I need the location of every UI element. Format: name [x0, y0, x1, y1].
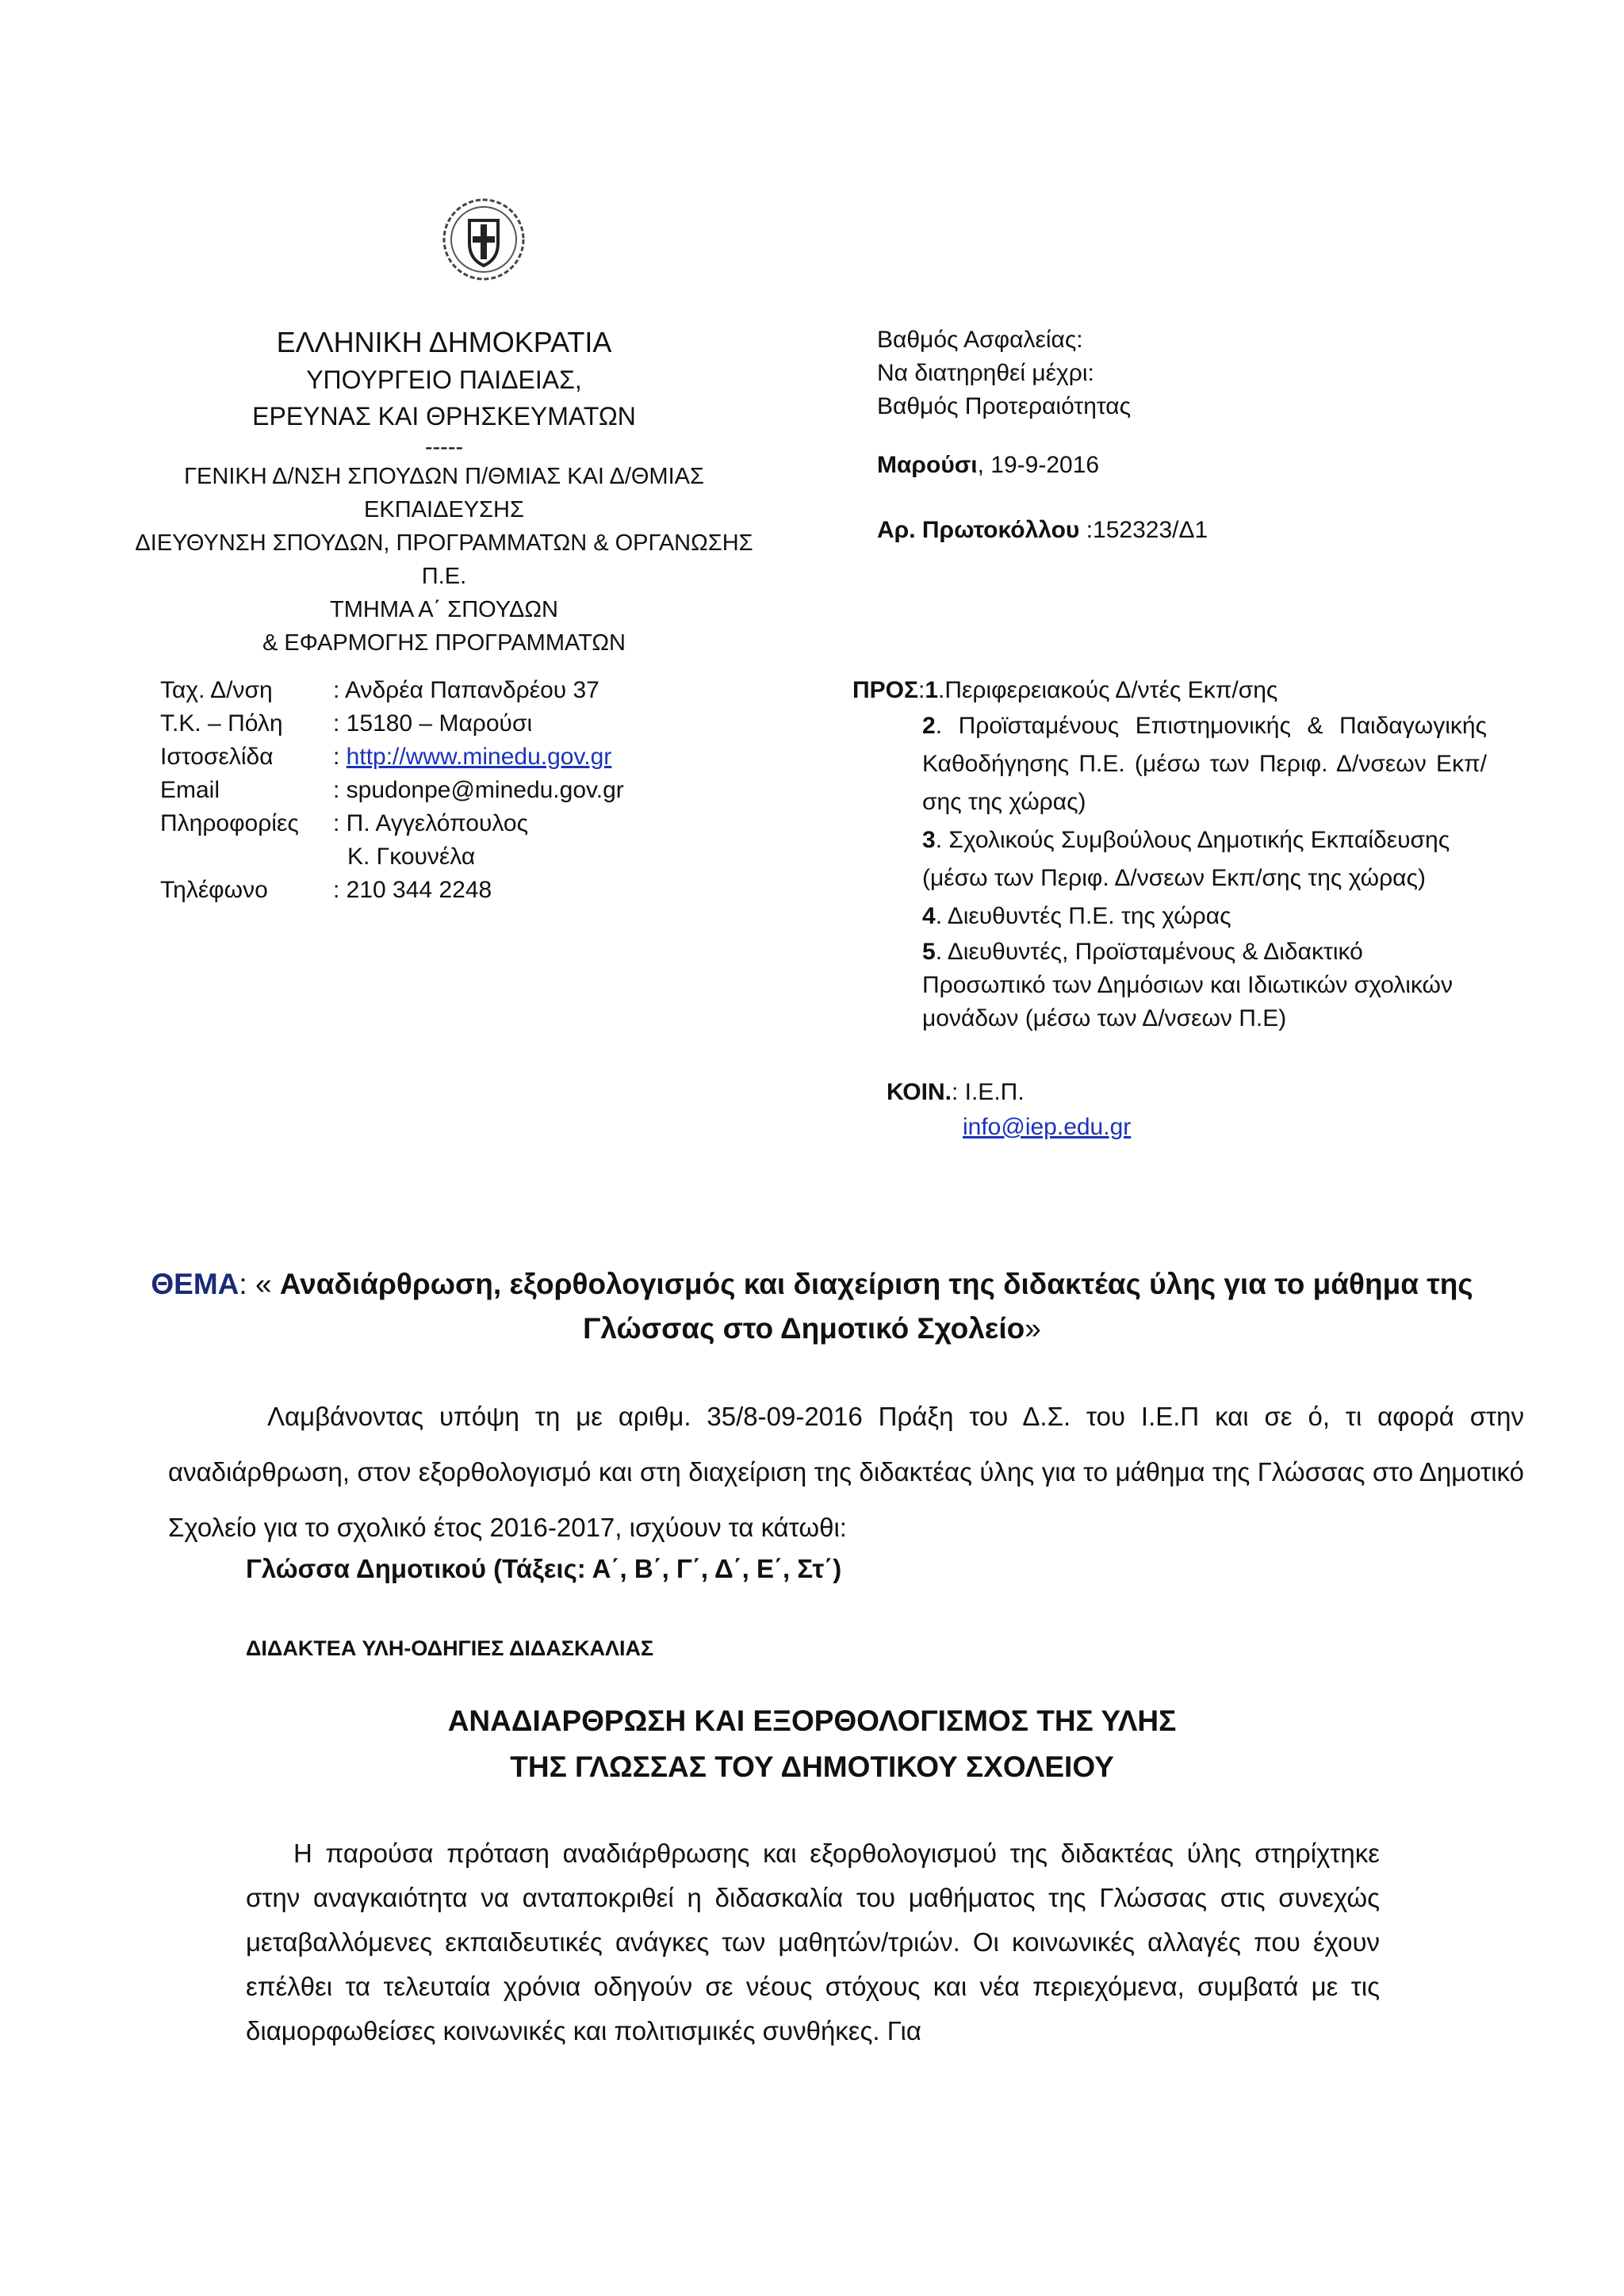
recipient-item: [922, 897, 1487, 936]
contact-person-2: Κ. Γκουνέλα: [347, 844, 476, 870]
recipient-item: [922, 936, 1487, 1035]
protocol-value: :152323/Δ1: [1079, 517, 1208, 543]
date-value: , 19-9-2016: [977, 452, 1100, 478]
document-meta: [877, 323, 1208, 547]
recipient-item: [922, 707, 1487, 821]
security-level: Βαθμός Ασφαλείας:: [877, 327, 1083, 353]
recipient-item: [922, 821, 1487, 897]
cc-email-link[interactable]: info@iep.edu.gr: [963, 1114, 1132, 1140]
issuer-block: [119, 323, 769, 660]
contact-value: [333, 807, 624, 874]
recipient-text: . Σχολικούς Συμβούλους Δημοτικής Εκπαίδευσης (μέσω των Περιφ. Δ/νσεων Εκπ/σης της χώρας): [922, 827, 1450, 891]
contact-row: [160, 740, 624, 774]
general-directorate-line-2: ΕΚΠΑΙΔΕΥΣΗΣ: [364, 497, 524, 522]
contact-value: : Ανδρέα Παπανδρέου 37: [333, 677, 599, 703]
recipients-block: [852, 674, 1487, 1035]
recipient-text: .Περιφερειακούς Δ/ντές Εκπ/σης: [938, 677, 1278, 703]
section-title-line-1: ΑΝΑΔΙΑΡΘΡΩΣΗ ΚΑΙ ΕΞΟΡΘΟΛΟΓΙΣΜΟΣ ΤΗΣ ΥΛΗΣ: [447, 1705, 1177, 1737]
contact-prefix: :: [333, 744, 347, 770]
cc-line: [887, 1075, 1131, 1110]
directorate: ΔΙΕΥΘΥΝΣΗ ΣΠΟΥΔΩΝ, ΠΡΟΓΡΑΜΜΑΤΩΝ & ΟΡΓΑΝΩΣΗΣ Π.Ε.: [135, 530, 753, 589]
contact-row: [160, 674, 624, 707]
recipient-text: . Διευθυντές Π.Ε. της χώρας: [935, 903, 1231, 929]
contact-details: [160, 674, 624, 907]
contact-key: Τ.Κ. – Πόλη: [160, 710, 283, 737]
cc-block: [887, 1075, 1131, 1145]
cc-email-line: [887, 1110, 1131, 1145]
contact-row: [160, 807, 624, 874]
cc-recipient: : Ι.Ε.Π.: [951, 1079, 1025, 1105]
state-name: ΕΛΛΗΝΙΚΗ ΔΗΜΟΚΡΑΤΙΑ: [276, 326, 612, 358]
contact-value: : spudonpe@minedu.gov.gr: [333, 777, 624, 803]
recipient-number: 2: [922, 713, 936, 739]
place-label: Μαρούσι: [877, 452, 978, 478]
department-line-1: ΤΜΗΜΑ Α΄ ΣΠΟΥΔΩΝ: [330, 597, 558, 622]
recipient-text: . Προϊσταμένους Επιστημονικής & Παιδαγωγικής Καθοδήγησης Π.Ε. (μέσω των Περιφ. Δ/νσεων Εκπ/σης της χώρας): [922, 713, 1487, 815]
intro-paragraph-block: [168, 1389, 1524, 1556]
recipient-number: 5: [922, 939, 936, 965]
contact-person-1: : Π. Αγγελόπουλος: [333, 810, 529, 836]
separator: -----: [424, 434, 464, 460]
protocol-number: [877, 514, 1208, 547]
recipient-text: . Διευθυντές, Προϊσταμένους & Διδακτικό Προσωπικό των Δημόσιων και Ιδιωτικών σχολικών μονάδων (μέσω των Δ/νσεων Π.Ε): [922, 939, 1453, 1031]
body-paragraph-block: [246, 1831, 1380, 2053]
contact-key: Email: [160, 777, 220, 803]
recipients-label: ΠΡΟΣ: [852, 677, 919, 703]
section-title-line-2: ΤΗΣ ΓΛΩΣΣΑΣ ΤΟΥ ΔΗΜΟΤΙΚΟΥ ΣΧΟΛΕΙΟΥ: [510, 1751, 1114, 1783]
recipient-number: 1: [925, 677, 939, 703]
subject-title: Αναδιάρθρωση, εξορθολογισμός και διαχείριση της διδακτέας ύλης για το μάθημα της Γλώσσας στο Δημοτικό Σχολείο: [279, 1268, 1473, 1345]
cc-label: ΚΟΙΝ.: [887, 1079, 952, 1105]
protocol-label: Αρ. Πρωτοκόλλου: [877, 517, 1080, 543]
contact-value: [333, 740, 624, 774]
place-date: [877, 449, 1208, 482]
ministry-line-1: ΥΠΟΥΡΓΕΙΟ ΠΑΙΔΕΙΑΣ,: [306, 365, 582, 394]
department-line-2: & ΕΦΑΡΜΟΓΗΣ ΠΡΟΓΡΑΜΜΑΤΩΝ: [262, 630, 626, 656]
subject-close: »: [1025, 1312, 1041, 1345]
ministry-line-2: ΕΡΕΥΝΑΣ ΚΑΙ ΘΡΗΣΚΕΥΜΑΤΩΝ: [252, 402, 636, 430]
subject-open: : «: [239, 1268, 280, 1300]
section-label: ΔΙΔΑΚΤΕΑ ΥΛΗ-ΟΔΗΓΙΕΣ ΔΙΔΑΣΚΑΛΙΑΣ: [246, 1636, 654, 1660]
contact-row: [160, 874, 624, 907]
recipient-number: 4: [922, 903, 936, 929]
contact-key: Ταχ. Δ/νση: [160, 677, 273, 703]
greek-state-emblem: [440, 194, 527, 281]
recipient-number: 3: [922, 827, 936, 853]
contact-key: Ιστοσελίδα: [160, 744, 274, 770]
general-directorate-line-1: ΓΕΝΙΚΗ Δ/ΝΣΗ ΣΠΟΥΔΩΝ Π/ΘΜΙΑΣ ΚΑΙ Δ/ΘΜΙΑΣ: [184, 464, 704, 489]
section-title: [135, 1698, 1489, 1790]
retention-period: Να διατηρηθεί μέχρι:: [877, 360, 1094, 386]
subject-heading: [135, 1262, 1489, 1351]
contact-value: : 210 344 2248: [333, 877, 492, 903]
contact-key: Πληροφορίες: [160, 810, 299, 836]
contact-row: [160, 774, 624, 807]
recipient-item: ΠΡΟΣ:1.Περιφερειακούς Δ/ντές Εκπ/σης: [852, 677, 1278, 703]
course-heading: Γλώσσα Δημοτικού (Τάξεις: Α΄, Β΄, Γ΄, Δ΄, Ε΄, Στ΄): [246, 1554, 842, 1583]
priority-level: Βαθμός Προτεραιότητας: [877, 393, 1132, 419]
body-paragraph: Η παρούσα πρόταση αναδιάρθρωσης και εξορθολογισμού της διδακτέας ύλης στηρίχτηκε στην αναγκαιότητα να ανταποκριθεί η διδασκαλία του μαθήματος της Γλώσσας στις συνεχώς μεταβαλλόμενες εκπαιδευτικές ανάγκες των μαθητών/τριών. Οι κοινωνικές αλλαγές που έχουν επέλθει τα τελευταία χρόνια οδηγούν σε νέους στόχους και νέα περιεχόμενα, συμβατά με τις διαμορφωθείσες κοινωνικές και πολιτισμικές συνθήκες. Για: [246, 1839, 1380, 2045]
intro-paragraph: Λαμβάνοντας υπόψη τη με αριθμ. 35/8-09-2016 Πράξη του Δ.Σ. του Ι.Ε.Π και σε ό, τι αφορά στην αναδιάρθρωση, στον εξορθολογισμό και στη διαχείριση της διδακτέας ύλης για το μάθημα της Γλώσσας στο Δημοτικό Σχολείο για το σχολικό έτος 2016-2017, ισχύουν τα κάτωθι:: [168, 1402, 1524, 1542]
website-link[interactable]: http://www.minedu.gov.gr: [346, 744, 612, 770]
contact-value: : 15180 – Μαρούσι: [333, 710, 533, 737]
contact-key: Τηλέφωνο: [160, 877, 268, 903]
contact-row: [160, 707, 624, 740]
subject-label: ΘΕΜΑ: [151, 1268, 239, 1300]
